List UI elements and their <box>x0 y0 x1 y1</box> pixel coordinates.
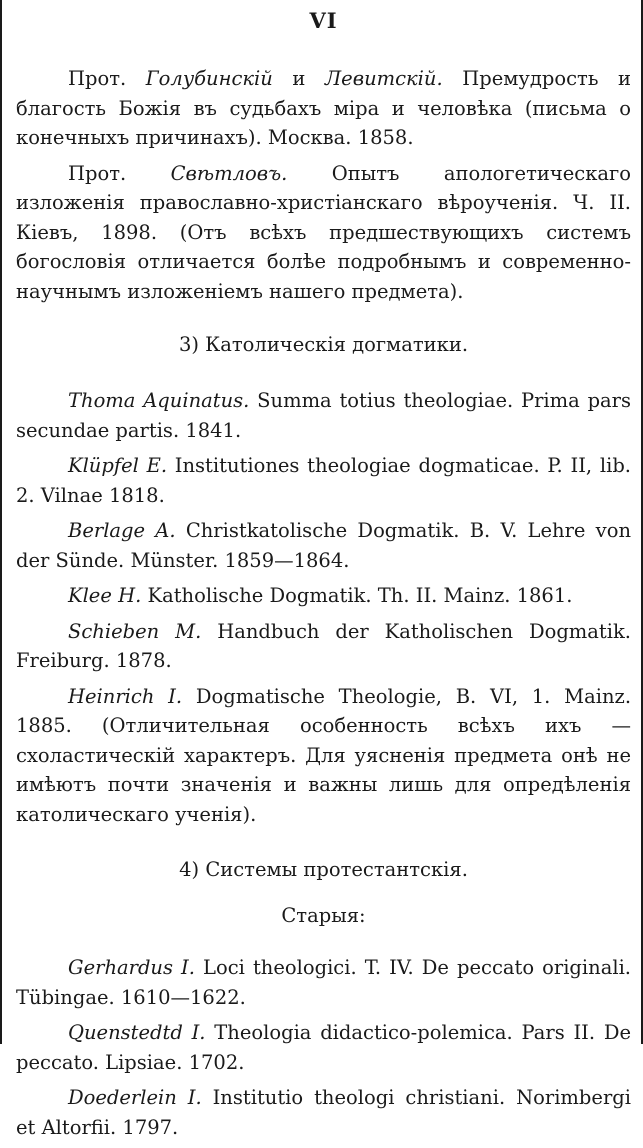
entry-prefix: Прот. <box>68 67 127 90</box>
bibliography-entry <box>16 1018 631 1077</box>
entry-text: Institutiones theologiae dogmaticae. P. II, lib. 2. Vilnae 1818. <box>16 454 631 507</box>
entry-text: Summa totius theologiae. Prima pars secundae partis. 1841. <box>16 389 632 442</box>
entry-text: Dogmatische Theologie, B. VI, 1. Mainz. 1885. (Отличительная особенность всѣхъ ихъ — схоластическій характеръ. Для уясненія предмета онѣ не имѣютъ почти значенія и важны лишь для опредѣленія католическаго ученія). <box>16 684 632 826</box>
bibliography-entry <box>16 516 631 575</box>
bibliography-entry <box>16 953 631 1012</box>
entry-text: Theologia didactico-polemica. Pars II. De peccato. Lipsiae. 1702. <box>16 1021 631 1074</box>
entry-author: Klee H. <box>68 584 142 607</box>
entry-author: Klüpfel E. <box>68 454 168 477</box>
entry-text: Опытъ апологетическаго изложенія православно-христіанскаго вѣроученія. Ч. II. Кіевъ, 1898. (Отъ всѣхъ предшествующихъ системъ богословія отличается болѣе подробнымъ и современно-научнымъ изложеніемъ нашего предмета). <box>16 161 631 303</box>
entry-author: Berlage A. <box>68 519 176 542</box>
entry-author: Свѣтловъ. <box>170 161 288 185</box>
entry-text: Премудрость и благость Божія въ судьбахъ міра и человѣка (письма о конечныхъ причинахъ). Москва. 1858. <box>16 67 631 149</box>
page-number: VI <box>309 8 338 33</box>
bibliography-entry <box>16 159 631 307</box>
bibliography-entry <box>16 451 631 510</box>
entry-author-2: Левитскій. <box>324 67 443 90</box>
entry-author: Doederlein I. <box>68 1086 202 1109</box>
entry-text: Institutio theologi christiani. Norimbergi et Altorfii. 1797. <box>16 1086 631 1139</box>
bibliography-entry <box>16 386 631 445</box>
entry-author: Gerhardus I. <box>68 956 195 979</box>
subsection-heading-old: Старыя: <box>281 904 366 927</box>
entry-text: Katholische Dogmatik. Th. II. Mainz. 1861. <box>147 584 573 607</box>
bibliography-entry <box>16 617 631 676</box>
entry-text: Christkatolische Dogmatik. B. V. Lehre von der Sünde. Münster. 1859—1864. <box>16 519 632 572</box>
bibliography-entry <box>16 64 631 153</box>
entry-prefix: Прот. <box>68 161 127 185</box>
entry-author: Quenstedtd I. <box>68 1021 206 1044</box>
entry-author: Heinrich I. <box>68 684 183 708</box>
section-heading-catholic: 3) Католическія догматики. <box>178 333 469 356</box>
bibliography-entry <box>16 581 631 611</box>
entry-text: Handbuch der Katholischen Dogmatik. Freiburg. 1878. <box>16 619 632 672</box>
bibliography-entry <box>16 682 631 830</box>
section-heading-protestant: 4) Системы протестантскія. <box>179 858 468 881</box>
entry-conjunction: и <box>292 67 306 90</box>
entry-text: Loci theologici. T. IV. De peccato originali. Tübingae. 1610—1622. <box>16 956 632 1009</box>
entry-author: Голубинскій <box>145 67 273 90</box>
entry-author: Schieben M. <box>68 619 202 643</box>
entry-author: Thoma Aquinatus. <box>68 389 250 412</box>
page-content <box>16 8 631 1148</box>
bibliography-entry <box>16 1083 631 1142</box>
